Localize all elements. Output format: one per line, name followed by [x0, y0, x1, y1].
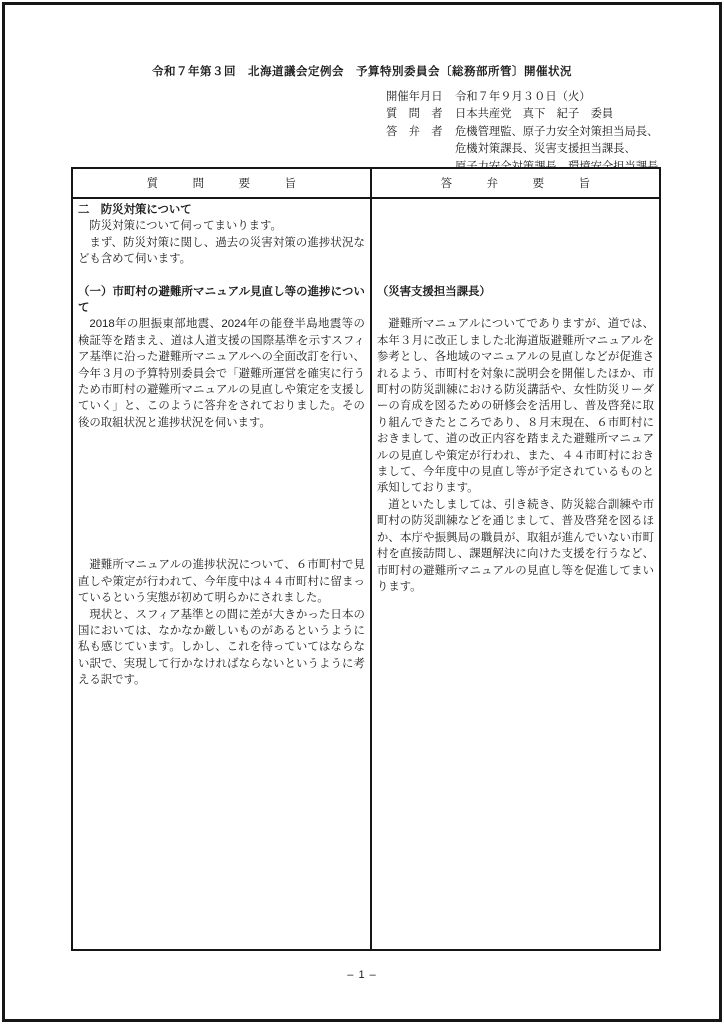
question-cell	[73, 199, 372, 949]
meta-block	[386, 89, 658, 176]
meta-label-date: 開催年月日	[386, 91, 443, 103]
meta-label-questioner: 質 問 者	[386, 108, 443, 121]
answerer-line: 危機管理監、原子力安全対策担当局長、	[455, 125, 659, 138]
question-paragraph: 避難所マニュアルの進捗状況について、６市町村で見直しや策定が行われて、今年度中は４４市町村に留まっているという実態が初めて明らかにされました。	[78, 559, 365, 605]
qa-table	[71, 167, 661, 951]
meta-label-answerers: 答 弁 者	[386, 125, 443, 138]
question-section-title: 二 防災対策について	[78, 204, 192, 216]
answer-paragraph: 道といたしましては、引き続き、防災総合訓練や市町村の防災訓練などを通じまして、普及啓発を図るほか、本庁や振興局の職員が、取組が進んでいない市町村を直接訪問し、課題解決に向けた支援を行うなど、市町村の避難所マニュアルの見直し等を促進してまいります。	[376, 498, 654, 593]
meta-row-questioner	[386, 106, 658, 123]
spacer	[78, 268, 365, 284]
spacer	[78, 431, 365, 557]
qa-table-header	[73, 169, 659, 199]
answer-cell	[372, 199, 659, 949]
meta-value-date: 令和７年９月３０日（火）	[455, 91, 591, 103]
qa-table-body	[73, 199, 659, 949]
answerer-line: 危機対策課長、災害支援担当課長、	[455, 143, 636, 156]
meta-row-date	[386, 89, 658, 106]
question-intro-line: 防災対策について伺ってまいります。	[89, 220, 282, 233]
document-title: 令和７年第３回 北海道議会定例会 予算特別委員会〔総務部所管〕開催状況	[152, 66, 572, 78]
question-header-cell: 質 問 要 旨	[73, 169, 372, 197]
question-sub-heading: （一）市町村の避難所マニュアル見直し等の進捗について	[78, 285, 365, 315]
spacer	[377, 202, 654, 284]
document-page	[2, 2, 722, 1022]
question-paragraph: 2018年の胆振東部地震、2024年の能登半島地震等の検証等を踏まえ、道は人道支援の国際基準を示すスフィア基準に沿った避難所マニュアルへの全面改訂を行い、今年３月の予算特別委員会で「避難所運営を確実に行うため市町村の避難所マニュアルの見直しや策定を支援していく」と、このように答弁をされておりました。その後の取組状況と進捗状況を伺います。	[78, 318, 365, 429]
answer-responder: （災害支援担当課長）	[376, 286, 491, 298]
answer-paragraph: 避難所マニュアルについてでありますが、道では、本年３月に改正しました北海道版避難所マニュアルを参考とし、各地域のマニュアルの見直しなどが促進されるよう、市町村を対象に説明会を開催したほか、市町村の防災訓練における防災講話や、女性防災リーダーの育成を図るための研修会を活用し、普及啓発に取り組んできたところであり、８月末現在、６市町村におきまして、道の改正内容を踏まえた避難所マニュアルの見直しや策定が行われ、また、４４市町村におきまして、今年度中の見直し等が予定されているものと承知しております。	[376, 318, 654, 495]
question-paragraph: 現状と、スフィア基準との間に差が大きかった日本の国においては、なかなか厳しいものがあるというように私も感じています。しかし、これを待っていてはならない訳で、実現して行かなければならないというように考える訳です。	[78, 608, 365, 687]
meta-value-questioner: 日本共産党 真下 紀子 委員	[455, 108, 614, 121]
answer-header-cell: 答 弁 要 旨	[440, 178, 602, 190]
spacer	[377, 300, 654, 316]
page-number: – 1 –	[347, 969, 377, 981]
question-intro-line: まず、防災対策に関し、過去の災害対策の進捗状況なども含めて伺います。	[78, 236, 365, 266]
